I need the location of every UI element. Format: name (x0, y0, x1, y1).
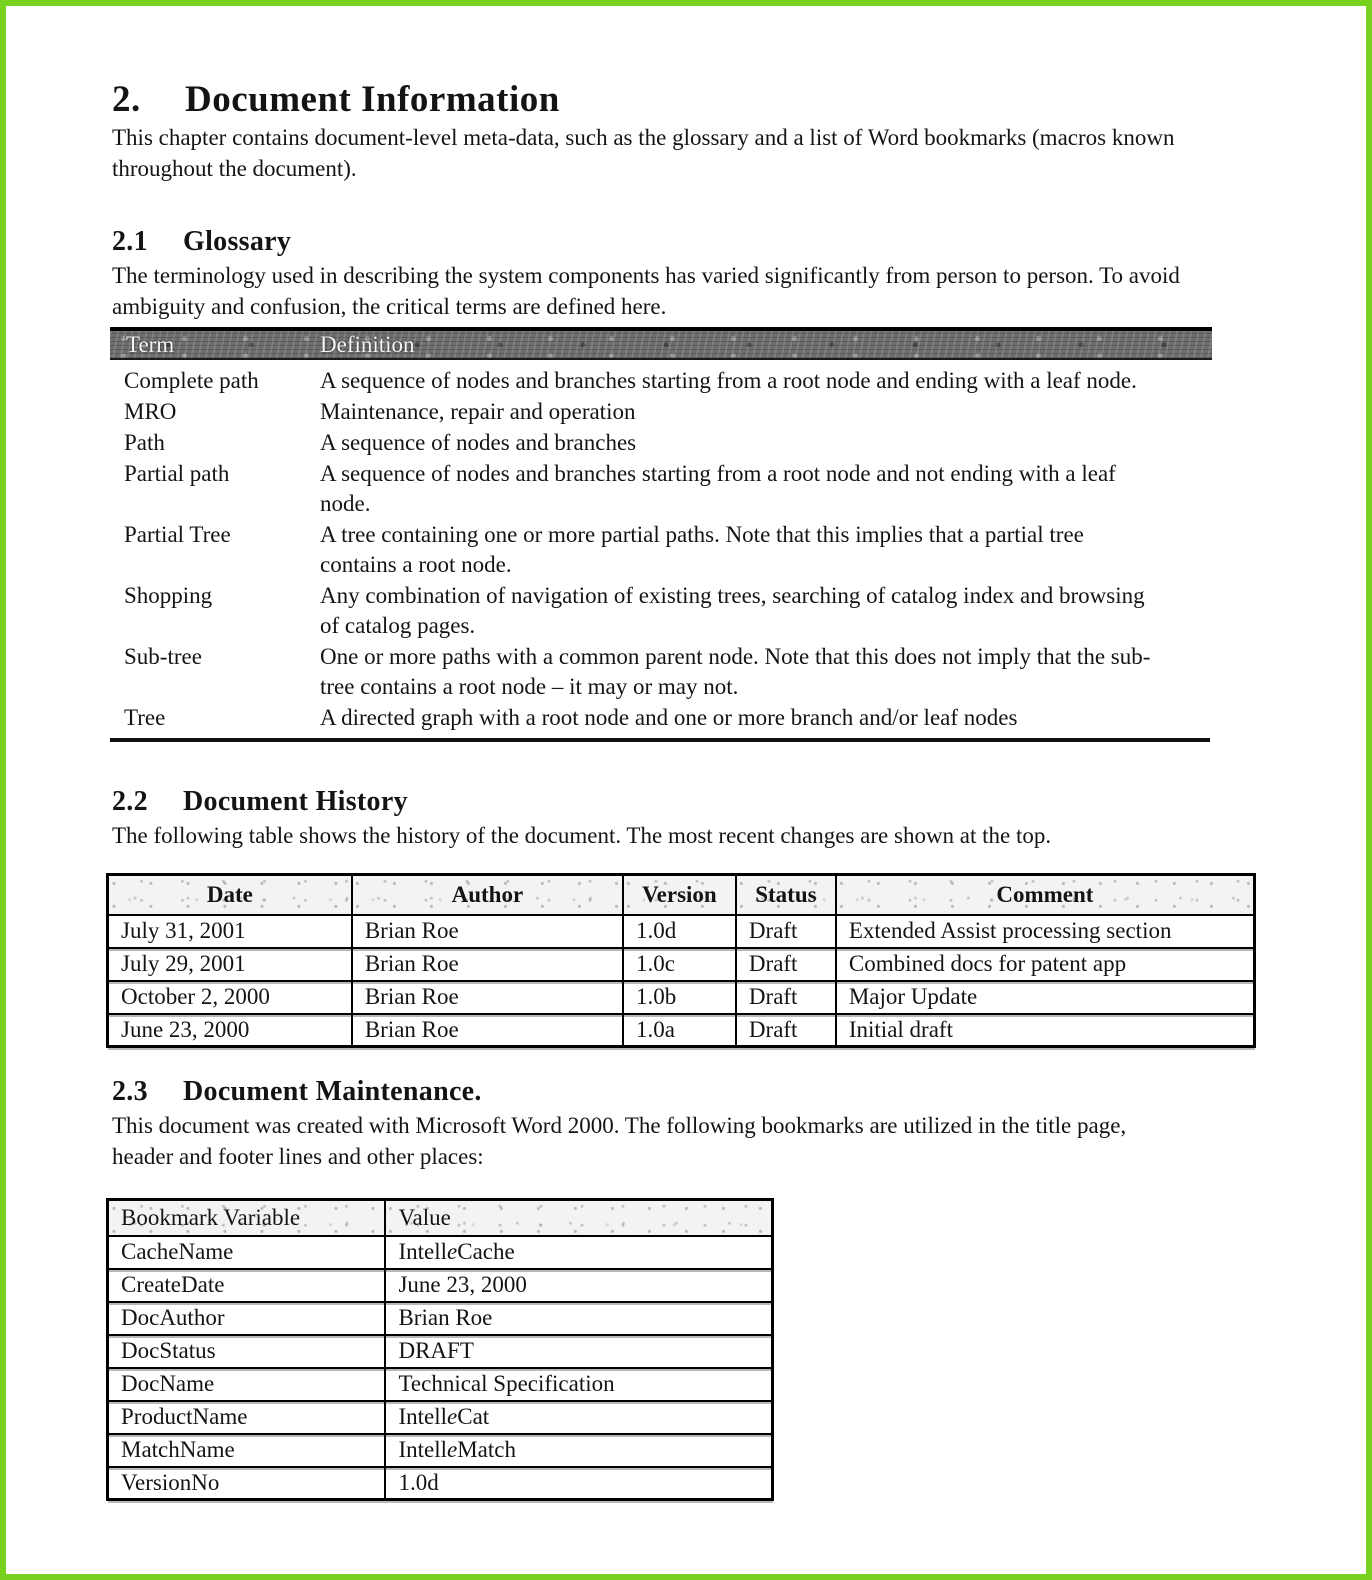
glossary-term: Partial path (124, 461, 230, 486)
glossary-term: Partial Tree (124, 522, 231, 547)
bookmark-row (108, 1368, 773, 1401)
section-heading-maintenance (112, 1074, 1266, 1110)
glossary-section-title: Glossary (183, 226, 292, 257)
history-comment: Extended Assist processing section (836, 915, 1255, 948)
history-author: Brian Roe (352, 981, 623, 1014)
glossary-term: Complete path (124, 368, 259, 393)
history-table (106, 873, 1256, 1048)
history-row (108, 1014, 1255, 1047)
bookmark-row (108, 1269, 773, 1302)
glossary-definition: A sequence of nodes and branches starting from a root node and ending with a leaf node. (320, 368, 1137, 393)
history-author: Brian Roe (352, 948, 623, 981)
glossary-intro: The terminology used in describing the system components has varied significantly from person to person. To avoid ambiguity and confusion, the critical terms are defined here. (112, 263, 1180, 319)
bookmark-value: 1.0d (385, 1467, 772, 1500)
history-col-comment: Comment (836, 875, 1255, 915)
chapter-title: Document Information (185, 79, 560, 120)
bookmark-row (108, 1302, 773, 1335)
glossary-row (110, 520, 1212, 580)
history-date: October 2, 2000 (108, 981, 352, 1014)
history-intro: The following table shows the history of the document. The most recent changes are shown at the top. (112, 823, 1052, 848)
bookmark-variable: DocStatus (108, 1335, 386, 1368)
glossary-section-number: 2.1 (112, 226, 148, 257)
bookmark-row (108, 1401, 773, 1434)
glossary-definition: A directed graph with a root node and one or more branch and/or leaf nodes (320, 705, 1018, 730)
history-row (108, 981, 1255, 1014)
history-section-number: 2.2 (112, 786, 148, 817)
bookmarks-table (106, 1198, 774, 1501)
history-author: Brian Roe (352, 1014, 623, 1047)
history-date: June 23, 2000 (108, 1014, 352, 1047)
bookmarks-col-variable: Bookmark Variable (108, 1200, 386, 1236)
bookmark-row (108, 1467, 773, 1500)
glossary-row (110, 428, 1212, 458)
history-col-version: Version (623, 875, 736, 915)
history-version: 1.0c (623, 948, 736, 981)
glossary-row (110, 642, 1212, 702)
glossary-bottom-rule (110, 738, 1210, 742)
bookmark-value: IntelleMatch (385, 1434, 772, 1467)
history-status: Draft (736, 1014, 836, 1047)
history-col-status: Status (736, 875, 836, 915)
bookmark-variable: CreateDate (108, 1269, 386, 1302)
glossary-col-term: Term (126, 331, 175, 357)
bookmark-variable: MatchName (108, 1434, 386, 1467)
history-author: Brian Roe (352, 915, 623, 948)
chapter-heading (112, 78, 1266, 122)
bookmarks-col-value: Value (385, 1200, 772, 1236)
chapter-number: 2. (112, 79, 141, 120)
glossary-term: Tree (124, 705, 166, 730)
glossary-row (110, 366, 1212, 396)
history-header-row (108, 875, 1255, 915)
history-col-date: Date (108, 875, 352, 915)
history-row (108, 915, 1255, 948)
history-status: Draft (736, 915, 836, 948)
glossary-term: MRO (124, 399, 177, 424)
history-date: July 29, 2001 (108, 948, 352, 981)
history-col-author: Author (352, 875, 623, 915)
glossary-row (110, 581, 1212, 641)
history-comment: Initial draft (836, 1014, 1255, 1047)
bookmark-value: Technical Specification (385, 1368, 772, 1401)
history-comment: Combined docs for patent app (836, 948, 1255, 981)
history-version: 1.0a (623, 1014, 736, 1047)
bookmark-row (108, 1434, 773, 1467)
glossary-definition: One or more paths with a common parent node. Note that this does not imply that the sub-tree contains a root node – it may or may not. (320, 644, 1151, 699)
glossary-term: Sub-tree (124, 644, 202, 669)
document-content (6, 6, 1266, 1501)
bookmark-value: Brian Roe (385, 1302, 772, 1335)
glossary-term: Path (124, 430, 165, 455)
bookmarks-header-row (108, 1200, 773, 1236)
glossary-definition: Any combination of navigation of existing trees, searching of catalog index and browsing of catalog pages. (320, 583, 1145, 638)
history-status: Draft (736, 981, 836, 1014)
bookmark-variable: VersionNo (108, 1467, 386, 1500)
history-version: 1.0b (623, 981, 736, 1014)
bookmark-variable: ProductName (108, 1401, 386, 1434)
maintenance-section-title: Document Maintenance. (183, 1076, 482, 1107)
bookmark-variable: DocAuthor (108, 1302, 386, 1335)
glossary-row (110, 397, 1212, 427)
glossary-row (110, 703, 1212, 733)
glossary-definition: A tree containing one or more partial paths. Note that this implies that a partial tree contains a root node. (320, 522, 1084, 577)
bookmark-value: IntelleCache (385, 1236, 772, 1269)
bookmark-variable: DocName (108, 1368, 386, 1401)
history-row (108, 948, 1255, 981)
glossary-definition: Maintenance, repair and operation (320, 399, 636, 424)
glossary-table-header (110, 327, 1212, 360)
maintenance-section-number: 2.3 (112, 1076, 148, 1107)
section-heading-history (112, 784, 1266, 820)
history-section-title: Document History (183, 786, 408, 817)
bookmark-value: June 23, 2000 (385, 1269, 772, 1302)
history-version: 1.0d (623, 915, 736, 948)
history-comment: Major Update (836, 981, 1255, 1014)
section-heading-glossary (112, 224, 1266, 260)
glossary-col-definition: Definition (320, 331, 415, 357)
bookmark-value: IntelleCat (385, 1401, 772, 1434)
bookmark-variable: CacheName (108, 1236, 386, 1269)
glossary-row (110, 459, 1212, 519)
bookmark-value: DRAFT (385, 1335, 772, 1368)
bookmark-row (108, 1236, 773, 1269)
chapter-intro: This chapter contains document-level meta-data, such as the glossary and a list of Word bookmarks (macros known throughout the document). (112, 125, 1175, 181)
history-date: July 31, 2001 (108, 915, 352, 948)
glossary-definition: A sequence of nodes and branches starting from a root node and not ending with a leaf node. (320, 461, 1116, 516)
glossary-term: Shopping (124, 583, 213, 608)
glossary-table (110, 327, 1212, 742)
glossary-table-body (110, 360, 1212, 733)
maintenance-intro: This document was created with Microsoft Word 2000. The following bookmarks are utilized in the title page, header and footer lines and other places: (112, 1113, 1127, 1169)
glossary-definition: A sequence of nodes and branches (320, 430, 637, 455)
history-status: Draft (736, 948, 836, 981)
bookmark-row (108, 1335, 773, 1368)
